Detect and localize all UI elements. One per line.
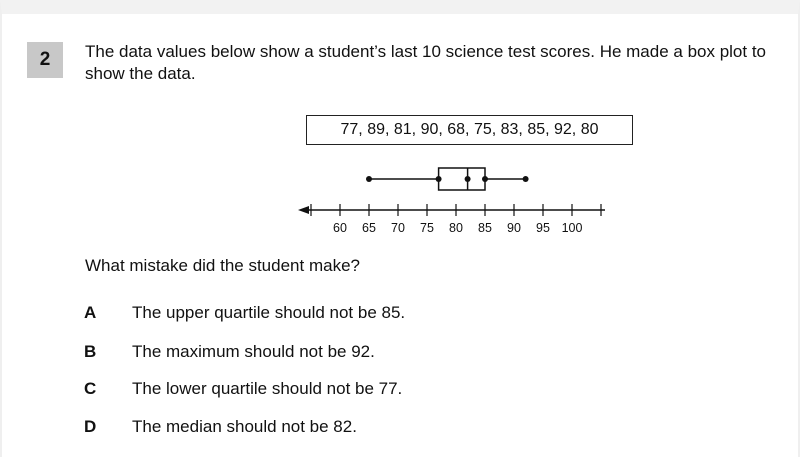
choice-b[interactable] (84, 342, 375, 362)
choice-a[interactable] (84, 303, 405, 323)
box (439, 168, 485, 190)
choice-c[interactable] (84, 379, 402, 399)
q1-point (436, 176, 442, 182)
tick-label: 100 (561, 221, 583, 235)
choice-a-text: The upper quartile should not be 85. (132, 303, 406, 322)
data-values-box (306, 115, 633, 145)
tick-label: 70 (391, 221, 405, 235)
choice-d-letter: D (84, 417, 97, 436)
max-point (523, 176, 529, 182)
tick-label: 75 (420, 221, 434, 235)
tick-label: 65 (362, 221, 376, 235)
min-point (366, 176, 372, 182)
q3-point (482, 176, 488, 182)
number-line-left-arrow (298, 206, 309, 214)
choice-c-text: The lower quartile should not be 77. (132, 379, 403, 398)
data-values-text: 77, 89, 81, 90, 68, 75, 83, 85, 92, 80 (340, 121, 599, 138)
box-plot (295, 160, 605, 240)
tick-label: 90 (507, 221, 521, 235)
tick-label: 60 (333, 221, 347, 235)
tick-label: 85 (478, 221, 492, 235)
choice-b-text: The maximum should not be 92. (132, 342, 375, 361)
tick-label: 95 (536, 221, 550, 235)
choice-d[interactable] (84, 417, 357, 437)
tick-label: 80 (449, 221, 463, 235)
question-ask: What mistake did the student make? (85, 256, 360, 275)
choice-c-letter: C (84, 379, 97, 398)
median-point (465, 176, 471, 182)
choice-a-letter: A (84, 303, 97, 322)
choice-b-letter: B (84, 342, 97, 361)
choice-d-text: The median should not be 82. (132, 417, 357, 436)
question-number-badge (27, 42, 63, 78)
question-number: 2 (39, 49, 51, 70)
question-prompt: The data values below show a student’s last 10 science test scores. He made a box plot to show the data. (85, 42, 767, 83)
